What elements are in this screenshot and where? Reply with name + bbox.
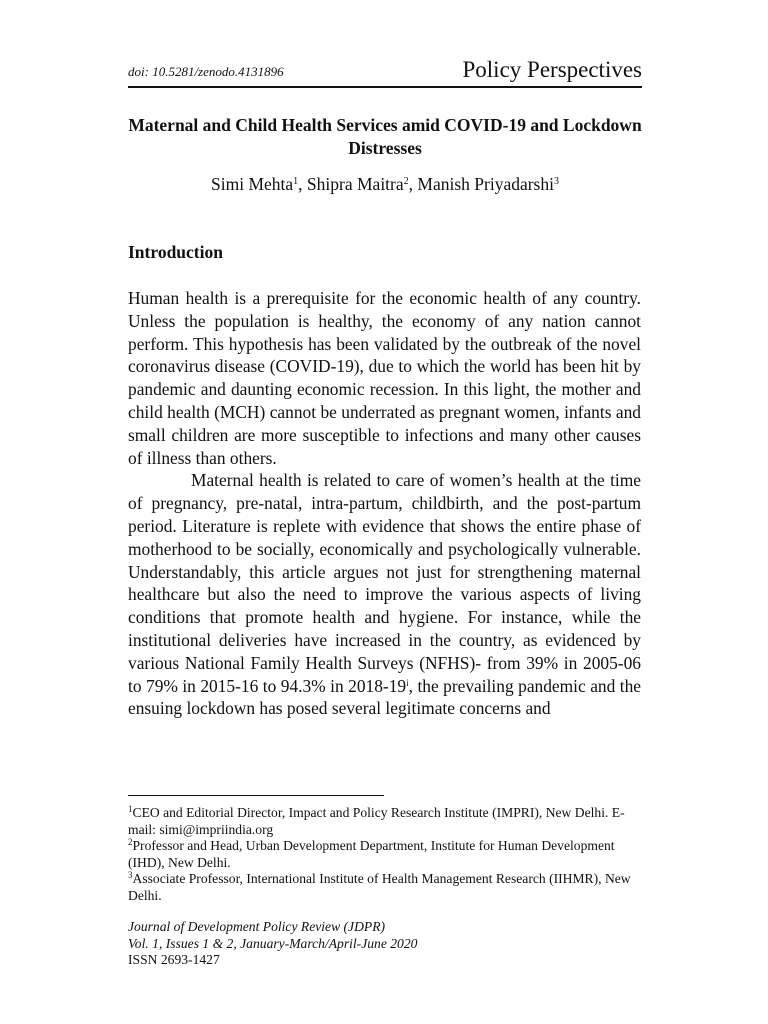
author-mark: 3: [553, 176, 559, 187]
footnote-divider: [128, 795, 384, 796]
author-name: Simi Mehta: [211, 174, 294, 194]
footnote-mark: 1: [128, 804, 133, 814]
footnote: [128, 805, 642, 838]
paragraph-text: , the prevailing pandemic and the ensuing lockdown has posed several legitimate concerns and: [128, 675, 642, 719]
volume-info: Vol. 1, Issues 1 & 2, January-March/April-June 2020: [128, 935, 418, 951]
running-header: [128, 56, 642, 88]
footnote: [128, 838, 642, 871]
author-name: Manish Priyadarshi: [417, 174, 554, 194]
section-label: Policy Perspectives: [462, 57, 642, 82]
doi-label: doi: 10.5281/zenodo.4131896: [128, 64, 284, 79]
author-name: Shipra Maitra: [306, 174, 404, 194]
footnotes: [128, 805, 642, 905]
paragraph-text: Maternal health is related to care of women’s health at the time of pregnancy, pre-natal, intra-partum, childbirth, and the post-partum period. Literature is replete with evidence that shows the entire phase of motherhood to be socially, economically and psychologically vulnerable. Understandably, this article argues not just for strengthening maternal healthcare but also the need to improve the various aspects of living conditions that promote health and hygiene. For instance, while the institutional deliveries have increased in the country, as evidenced by various National Family Health Surveys (NFHS)- from 39% in 2005-06 to 79% in 2015-16 to 94.3% in 2018-19: [128, 470, 641, 696]
paragraph: Human health is a prerequisite for the economic health of any country. Unless the population is healthy, the economy of any nation cannot perform. This hypothesis has been validated by the outbreak of the novel coronavirus disease (COVID-19), due to which the world has been hit by pandemic and daunting economic recession. In this light, the mother and child health (MCH) cannot be underrated as pregnant women, infants and small children are more susceptible to infections and many other causes of illness than others.: [128, 288, 641, 468]
footnote-text: Professor and Head, Urban Development Department, Institute for Human Development (IHD), New Delhi.: [128, 838, 615, 870]
footnote-mark: 2: [128, 837, 133, 848]
section-heading: Introduction: [128, 242, 223, 262]
author-mark: 2: [403, 176, 409, 187]
paragraph: [128, 469, 641, 720]
journal-footer: [128, 919, 642, 969]
footnote-mark: 3: [128, 870, 133, 881]
author-mark: 1: [293, 176, 299, 187]
author-list: Simi Mehta$^1$, Shipra Maitra$^2$, Manish Priyadarshi$^3$: [211, 174, 559, 194]
issn: ISSN 2693-1427: [128, 952, 220, 967]
footnote-text: Associate Professor, International Institute of Health Management Research (IIHMR), New Delhi.: [128, 871, 631, 903]
footnote: [128, 871, 642, 904]
journal-name: Journal of Development Policy Review (JDPR): [128, 919, 386, 934]
endnote-mark: i: [406, 677, 409, 688]
body-text: [128, 287, 641, 720]
article-title: Maternal and Child Health Services amid COVID-19 and Lockdown Distresses: [128, 115, 642, 158]
footnote-text: CEO and Editorial Director, Impact and Policy Research Institute (IMPRI), New Delhi. E-mail: simi@impriindia.org: [128, 805, 625, 837]
